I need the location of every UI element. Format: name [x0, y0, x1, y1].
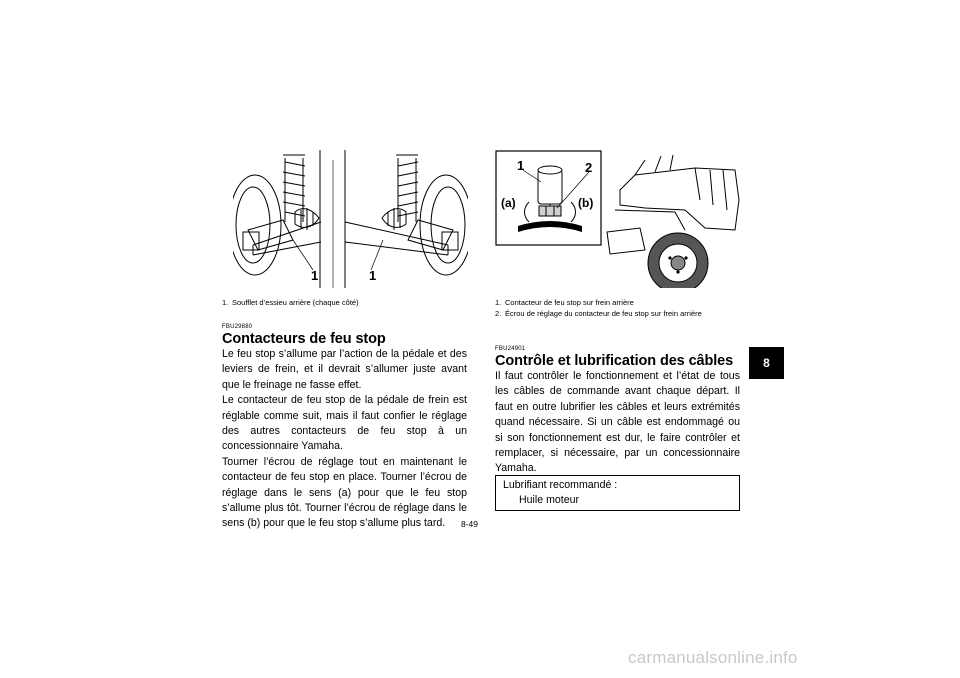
lubricant-value: Huile moteur: [519, 494, 580, 506]
caption-text: Soufflet d’essieu arrière (chaque côté): [232, 298, 359, 307]
callout-1-left: 1: [311, 268, 319, 283]
section-code: FBU24901: [495, 346, 526, 352]
callout-a: (a): [501, 196, 516, 210]
caption-item: [222, 298, 462, 308]
watermark: carmanualsonline.info: [628, 648, 798, 667]
callout-1-right: 1: [369, 268, 377, 283]
callout-1: 1: [517, 158, 525, 173]
paragraph: Il faut contrôler le fonctionnement et l’état de tous les câbles de commande avant chaque départ. Il faut en outre lubrifier les câbles et leurs extrémités quand nécessaire. Si un câble est endommagé ou si son fonctionnement est dur, le faire contrôler et remplacer, si nécessaire, par un concessionnaire Yamaha.: [495, 370, 740, 475]
page-number: 8-49: [461, 519, 479, 529]
section-title-brake-light-switches: Contacteurs de feu stop: [222, 331, 386, 347]
axle-illustration: [233, 150, 468, 288]
figure-left-caption: [222, 298, 462, 308]
caption-number: 1.: [495, 298, 502, 307]
callout-2: 2: [585, 160, 593, 175]
section-code: FBU29880: [222, 324, 253, 330]
figure-right-caption: [495, 298, 735, 319]
lubricant-box: [495, 475, 740, 511]
caption-text: Contacteur de feu stop sur frein arrière: [505, 298, 634, 307]
caption-item: [495, 298, 735, 308]
caption-number: 1.: [222, 298, 229, 307]
lubricant-label: Lubrifiant recommandé :: [503, 479, 618, 491]
caption-number: 2.: [495, 309, 502, 318]
section-body-brake-light: [222, 347, 467, 532]
paragraph: Le feu stop s’allume par l’action de la pédale et des leviers de frein, et il devrait s’allumer juste avant que le freinage ne fasse effet.: [222, 348, 467, 391]
chapter-tab: 8: [749, 347, 784, 379]
paragraph: Tourner l’écrou de réglage tout en maintenant le contacteur de feu stop en place. Tourner l’écrou de réglage dans le sens (a) pour que le feu stop s’allume plus tôt. Tourner l’écrou de réglage dans le sens (b) pour que le feu stop s’allume plus tard.: [222, 455, 467, 530]
figure-brake-light-switch: [495, 150, 740, 288]
paragraph: Le contacteur de feu stop de la pédale de frein est réglable comme suit, mais il faut confier le réglage des autres contacteurs de feu stop à un concessionnaire Yamaha.: [222, 394, 467, 453]
callout-b: (b): [578, 196, 594, 210]
section-body-cables: [495, 369, 740, 477]
switch-illustration: [495, 150, 740, 288]
caption-text: Écrou de réglage du contacteur de feu stop sur frein arrière: [505, 309, 702, 318]
section-title-cables: Contrôle et lubrification des câbles: [495, 353, 734, 369]
figure-rear-axle-boots: [233, 150, 468, 288]
caption-item: [495, 309, 735, 319]
